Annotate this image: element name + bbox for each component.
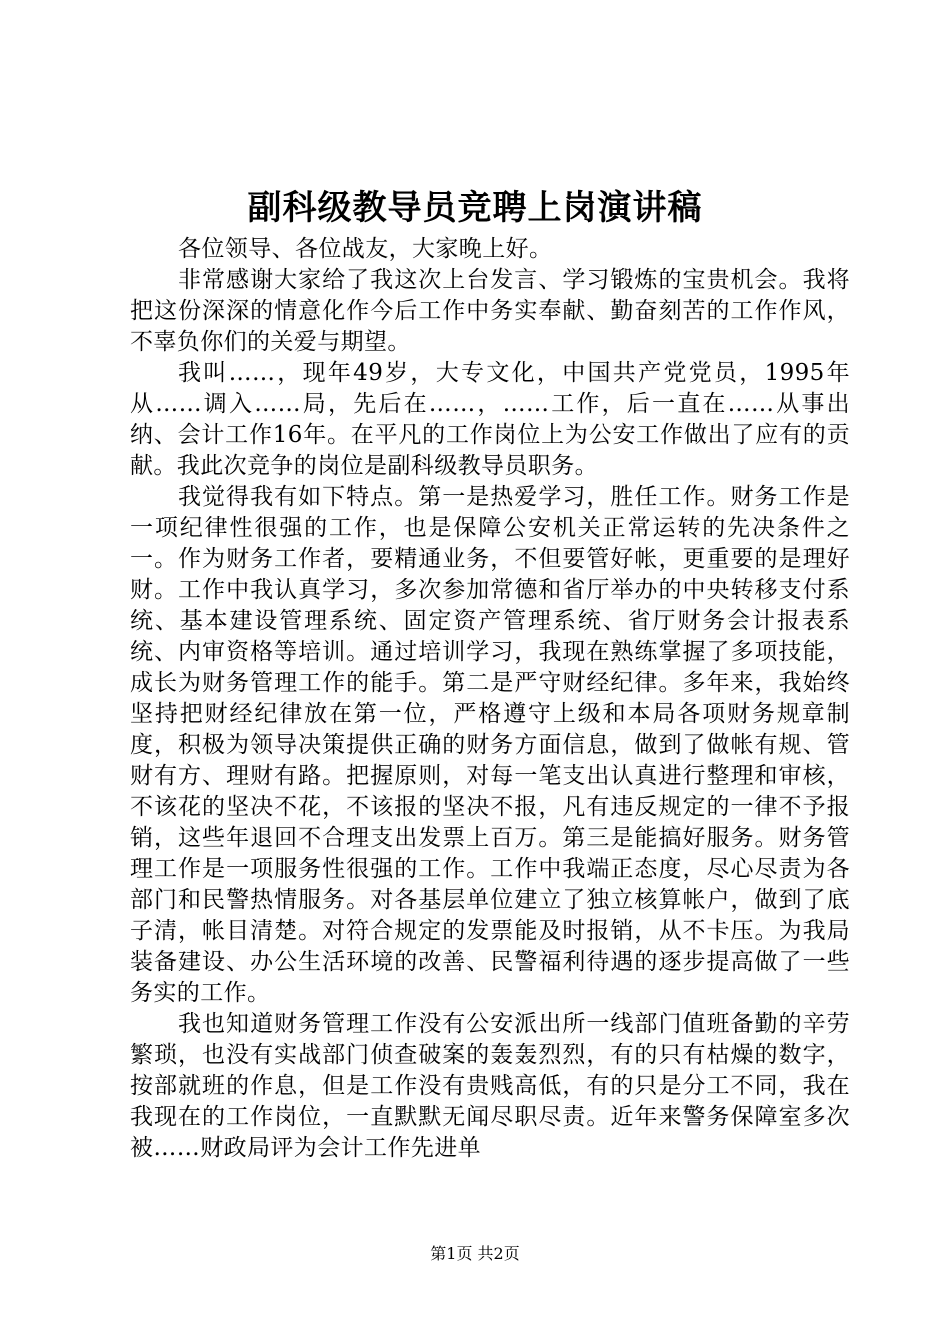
document-title: 副科级教导员竞聘上岗演讲稿: [247, 188, 703, 228]
paragraph-attitude: 我也知道财务管理工作没有公安派出所一线部门值班备勤的辛劳繁琐，也没有实战部门侦查破案的轰轰烈烈，有的只有枯燥的数字，按部就班的作息，但是工作没有贵贱高低，有的只是分工不同，我在我现在的工作岗位，一直默默无闻尽职尽责。近年来警务保障室多次被……财政局评为会计工作先进单: [130, 1011, 850, 1161]
paragraph-thanks: 非常感谢大家给了我这次上台发言、学习锻炼的宝贵机会。我将把这份深深的情意化作今后工作中务实奉献、勤奋刻苦的工作作风，不辜负你们的关爱与期望。: [130, 267, 850, 355]
paragraph-strengths: 我觉得我有如下特点。第一是热爱学习，胜任工作。财务工作是一项纪律性很强的工作，也是保障公安机关正常运转的先决条件之一。作为财务工作者，要精通业务，不但要管好帐，更重要的是理好财。工作中我认真学习，多次参加常德和省厅举办的中央转移支付系统、基本建设管理系统、固定资产管理系统、省厅财务会计报表系统、内审资格等培训。通过培训学习，我现在熟练掌握了多项技能，成长为财务管理工作的能手。第二是严守财经纪律。多年来，我始终坚持把财经纪律放在第一位，严格遵守上级和本局各项财务规章制度，积极为领导决策提供正确的财务方面信息，做到了做帐有规、管财有方、理财有路。把握原则，对每一笔支出认真进行整理和审核，不该花的坚决不花，不该报的坚决不报，凡有违反规定的一律不予报销，这些年退回不合理支出发票上百万。第三是能搞好服务。财务管理工作是一项服务性很强的工作。工作中我端正态度，尽心尽责为各部门和民警热情服务。对各基层单位建立了独立核算帐户，做到了底子清，帐目清楚。对符合规定的发票能及时报销，从不卡压。为我局装备建设、办公生活环境的改善、民警福利待遇的逐步提高做了一些务实的工作。: [130, 484, 850, 1006]
paragraph-introduction: 我叫……，现年49岁，大专文化，中国共产党党员，1995年从……调入……局，先后在……，……工作，后一直在……从事出纳、会计工作16年。在平凡的工作岗位上为公安工作做出了应有的贡献。我此次竞争的岗位是副科级教导员职务。: [130, 360, 850, 479]
page-footer: 第1页 共2页: [430, 1244, 520, 1263]
document-body: [130, 234, 850, 1164]
paragraph-greeting: 各位领导、各位战友，大家晚上好。: [178, 236, 553, 262]
